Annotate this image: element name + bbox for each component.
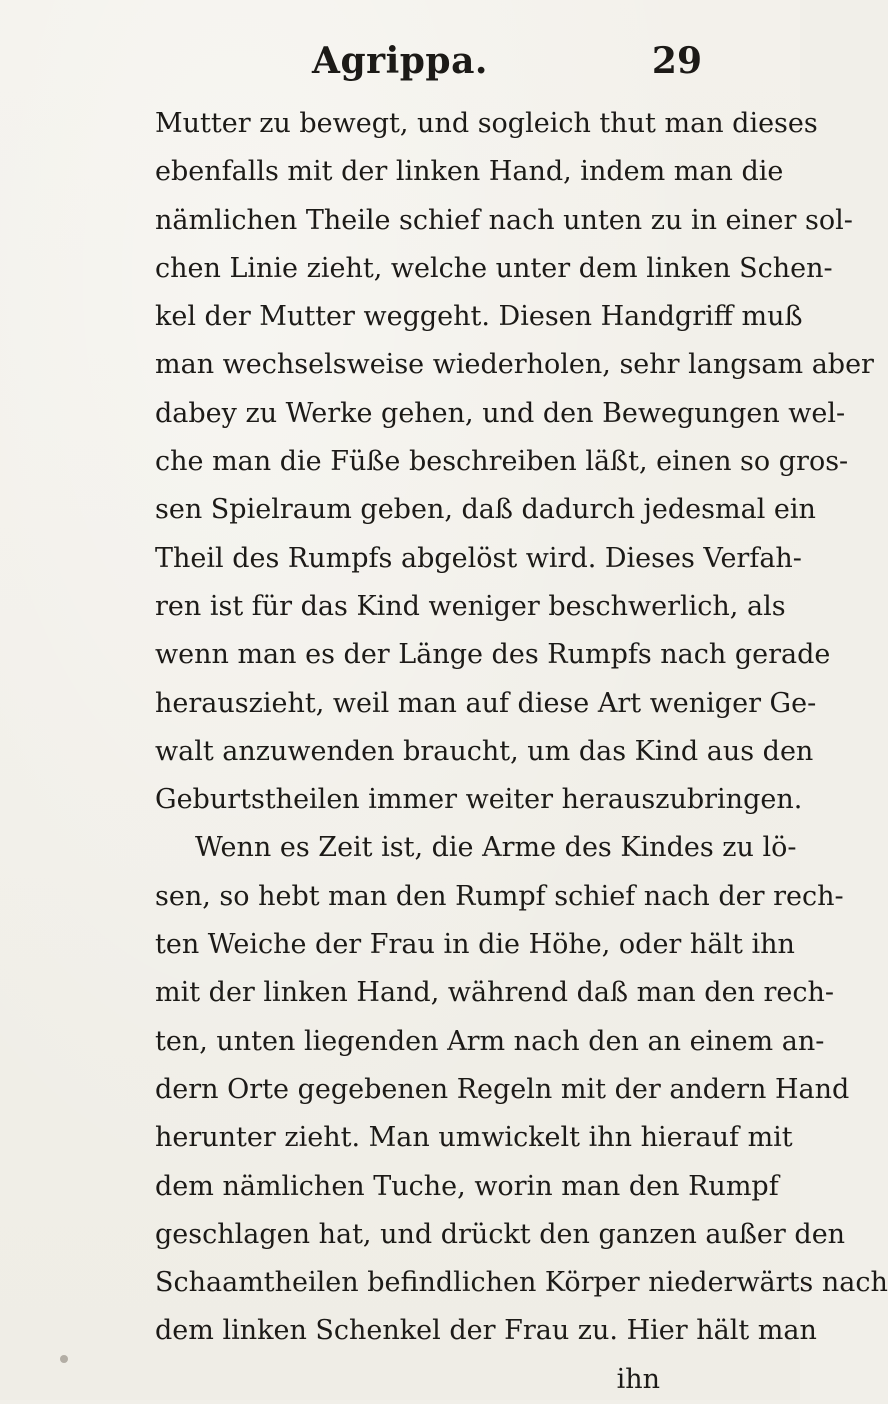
paragraph (155, 100, 874, 824)
text-line: dem nämlichen Tuche, worin man den Rumpf (155, 1170, 779, 1202)
text-line: Mutter zu bewegt, und sogleich thut man dieses (155, 108, 818, 139)
running-head: Agrippa. (312, 40, 488, 82)
text-line: sen Spielraum geben, daß dadurch jedesmal ein (155, 494, 816, 526)
page-header (0, 40, 800, 90)
text-line: man wechselsweise wiederholen, sehr langsam aber (155, 349, 874, 381)
text-line: dern Orte gegebenen Regeln mit der andern Hand (155, 1073, 850, 1105)
text-line: sen, so hebt man den Rumpf schief nach der rech- (155, 880, 844, 912)
text-line: ren ist für das Kind weniger beschwerlich, als (155, 590, 786, 622)
text-line: walt anzuwenden braucht, um das Kind aus den (155, 735, 814, 767)
text-line: herunter zieht. Man umwickelt ihn hierauf mit (155, 1122, 793, 1154)
text-line: ten, unten liegenden Arm nach den an einem an- (155, 1025, 825, 1057)
body-text (155, 100, 888, 1404)
text-line: kel der Mutter weggeht. Diesen Handgriff muß (155, 301, 803, 333)
text-line: Wenn es Zeit ist, die Arme des Kindes zu lö- (195, 832, 797, 864)
text-line: Schaamtheilen befindlichen Körper niederwärts nach (155, 1267, 888, 1299)
text-line: mit der linken Hand, während daß man den rech- (155, 977, 835, 1009)
text-line: wenn man es der Länge des Rumpfs nach gerade (155, 639, 831, 671)
page-number: 29 (651, 40, 702, 82)
text-line: dem linken Schenkel der Frau zu. Hier hält man (155, 1315, 817, 1347)
text-line: ten Weiche der Frau in die Höhe, oder hält ihn (155, 929, 795, 961)
text-line: Theil des Rumpfs abgelöst wird. Dieses Verfah- (155, 542, 802, 574)
catchword: ihn (616, 1363, 660, 1395)
text-line: chen Linie zieht, welche unter dem linken Schen- (155, 252, 833, 284)
paragraph (155, 824, 888, 1355)
text-line: che man die Füße beschreiben läßt, einen so gros- (155, 446, 849, 478)
text-line: dabey zu Werke gehen, und den Bewegungen wel- (155, 397, 846, 429)
text-line: Geburtstheilen immer weiter herauszubringen. (155, 784, 803, 816)
text-line: ebenfalls mit der linken Hand, indem man die (155, 156, 784, 188)
text-line: nämlichen Theile schief nach unten zu in einer sol- (155, 204, 853, 236)
text-line: geschlagen hat, und drückt den ganzen außer den (155, 1218, 846, 1250)
ink-spot (60, 1355, 68, 1363)
text-line: herauszieht, weil man auf diese Art weniger Ge- (155, 687, 817, 719)
